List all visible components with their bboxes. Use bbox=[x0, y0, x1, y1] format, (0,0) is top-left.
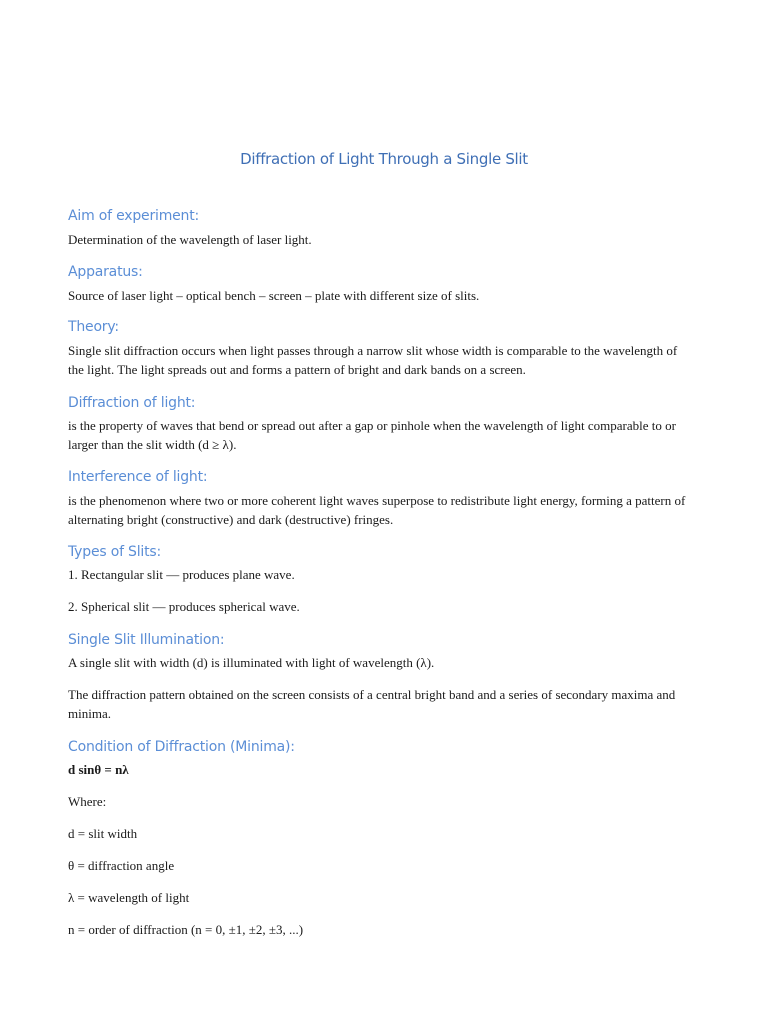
apparatus-text: Source of laser light – optical bench – screen – plate with different size of slits. bbox=[68, 288, 480, 303]
illumination-heading: Single Slit Illumination: bbox=[68, 632, 225, 648]
condition-where: Where: bbox=[68, 794, 107, 809]
condition-theta: θ = diffraction angle bbox=[68, 858, 175, 873]
types-item-spherical: 2. Spherical slit — produces spherical wave. bbox=[68, 599, 300, 614]
condition-formula: d sinθ = nλ bbox=[68, 762, 129, 777]
apparatus-heading: Apparatus: bbox=[68, 264, 143, 280]
types-item-rectangular: 1. Rectangular slit — produces plane wave. bbox=[68, 567, 295, 582]
condition-d: d = slit width bbox=[68, 826, 138, 841]
aim-text: Determination of the wavelength of laser light. bbox=[68, 232, 312, 247]
condition-lambda: λ = wavelength of light bbox=[68, 890, 190, 905]
illumination-text-1: A single slit with width (d) is illuminated with light of wavelength (λ). bbox=[68, 655, 435, 670]
theory-heading: Theory: bbox=[68, 319, 119, 335]
diffraction-text: is the property of waves that bend or spread out after a gap or pinhole when the wavelength of light comparable to or larger than the slit width (d ≥ λ). bbox=[68, 418, 676, 452]
aim-heading: Aim of experiment: bbox=[68, 208, 200, 224]
illumination-text-2: The diffraction pattern obtained on the screen consists of a central bright band and a series of secondary maxima and minima. bbox=[68, 687, 676, 721]
interference-heading: Interference of light: bbox=[68, 469, 208, 485]
condition-heading: Condition of Diffraction (Minima): bbox=[68, 739, 295, 755]
types-heading: Types of Slits: bbox=[68, 544, 162, 560]
theory-text: Single slit diffraction occurs when light passes through a narrow slit whose width is comparable to the wavelength of the light. The light spreads out and forms a pattern of bright and dark bands on a screen. bbox=[68, 343, 678, 377]
condition-n: n = order of diffraction (n = 0, ±1, ±2, ±3, ...) bbox=[68, 922, 304, 937]
document-title: Diffraction of Light Through a Single Slit bbox=[240, 150, 528, 168]
interference-text: is the phenomenon where two or more coherent light waves superpose to redistribute light energy, forming a pattern of alternating bright (constructive) and dark (destructive) fringes. bbox=[68, 493, 686, 527]
diffraction-heading: Diffraction of light: bbox=[68, 395, 196, 411]
